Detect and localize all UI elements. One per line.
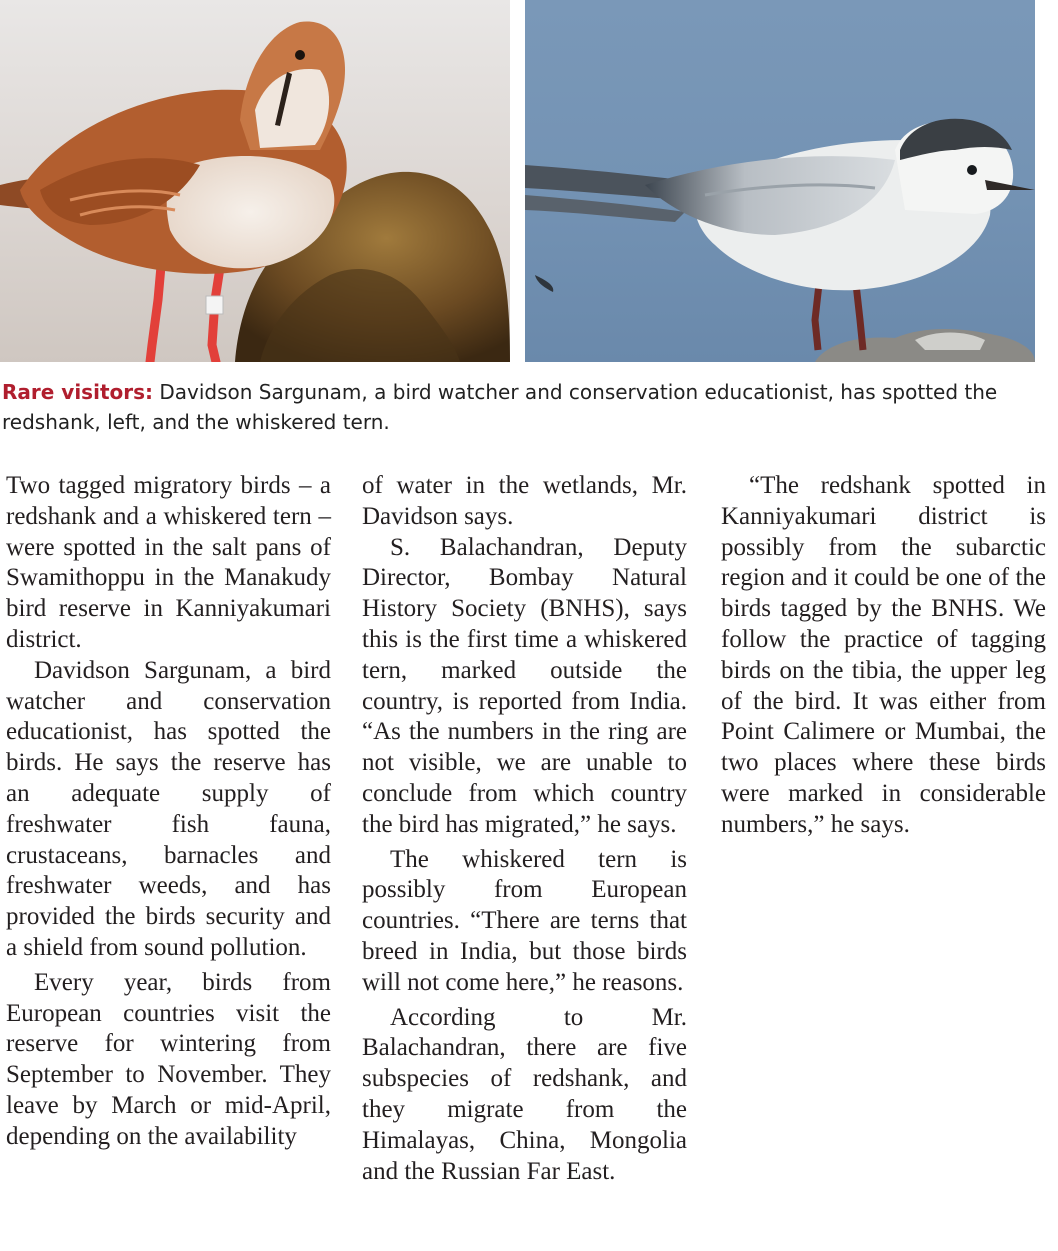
article-column-2 [362,471,687,1187]
article-paragraph: According to Mr. Balachandran, there are five subspecies of redshank, and they migrate from the Himalayas, China, Mongolia and the Russian Far East. [362,1003,687,1185]
article-paragraph: of water in the wetlands, Mr. Davidson says. [362,472,687,530]
article-paragraph: S. Balachandran, Deputy Director, Bombay Natural History Society (BNHS), says this is the first time a whiskered tern, marked outside the country, is reported from India. “As the numbers in the ring are not visible, we are unable to conclude from which country the bird has migrated,” he says. [362,533,687,838]
redshank-photo [0,0,510,362]
article-paragraph: The whiskered tern is possibly from European countries. “There are terns that breed in India, but those birds will not come here,” he reasons. [362,845,687,996]
whiskered-tern-illustration [525,0,1035,362]
caption-label: Rare visitors: [2,380,154,404]
whiskered-tern-photo [525,0,1035,362]
caption-text: Davidson Sargunam, a bird watcher and conservation educationist, has spotted the redshank, left, and the whiskered tern. [2,380,998,434]
article-column-1 [6,471,331,1153]
article-paragraph: “The redshank spotted in Kanniyakumari district is possibly from the subarctic region and it could be one of the birds tagged by the BNHS. We follow the practice of tagging birds on the tibia, the upper leg of the bird. It was either from Point Calimere or Mumbai, the two places where these birds were marked in considerable numbers,” he says. [721,472,1046,838]
photo-caption [2,377,1042,437]
article-paragraph: Davidson Sargunam, a bird watcher and conservation educationist, has spotted the birds. He says the reserve has an adequate supply of freshwater fish fauna, crustaceans, barnacles and freshwater weeds, and has provided the birds security and a shield from sound pollution. [6,656,331,961]
article-paragraph: Every year, birds from European countries visit the reserve for wintering from September to November. They leave by March or mid-April, depending on the availability [6,968,331,1150]
article-paragraph: Two tagged migratory birds – a redshank and a whiskered tern – were spotted in the salt pans of Swamithoppu in the Manakudy bird reserve in Kanniyakumari district. [6,472,331,653]
redshank-illustration [0,0,510,362]
article-column-3 [721,471,1046,841]
